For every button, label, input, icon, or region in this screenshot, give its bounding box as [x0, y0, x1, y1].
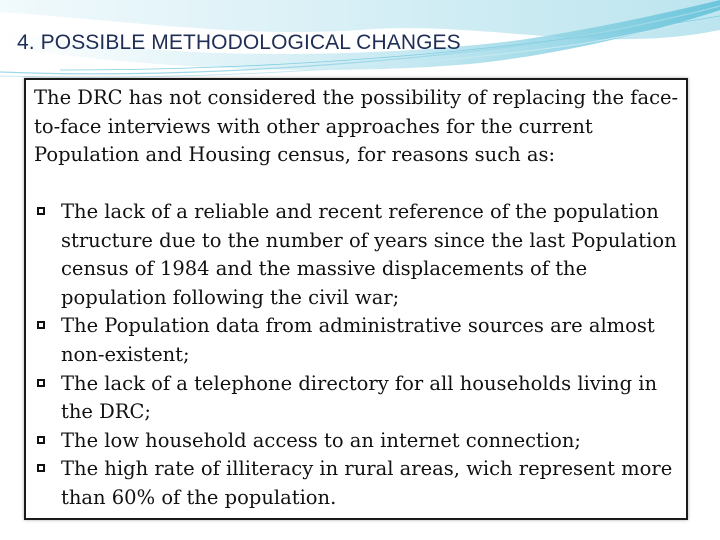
list-item	[34, 370, 684, 427]
list-item-text: The Population data from administrative sources are almost non-existent;	[61, 314, 655, 366]
reasons-list	[34, 198, 684, 513]
list-item	[34, 312, 684, 369]
list-item	[34, 427, 684, 456]
square-bullet-icon	[37, 464, 45, 472]
list-item	[34, 455, 684, 512]
list-item-text: The lack of a reliable and recent reference of the population structure due to the number of years since the last Population census of 1984 and the massive displacements of the population following the civil war;	[61, 200, 677, 309]
list-item-text: The low household access to an internet connection;	[61, 428, 581, 452]
intro-paragraph: The DRC has not considered the possibility of replacing the face-to-face interviews with other approaches for the current Population and Housing census, for reasons such as:	[34, 86, 679, 166]
square-bullet-icon	[37, 379, 45, 387]
list-item	[34, 198, 684, 312]
content-box	[24, 78, 688, 520]
slide-title: 4. POSSIBLE METHODOLOGICAL CHANGES	[17, 31, 461, 54]
list-item-text: The high rate of illiteracy in rural areas, wich represent more than 60% of the population.	[61, 457, 673, 509]
square-bullet-icon	[37, 207, 45, 215]
square-bullet-icon	[37, 321, 45, 329]
square-bullet-icon	[37, 436, 45, 444]
list-item-text: The lack of a telephone directory for all households living in the DRC;	[61, 371, 658, 424]
